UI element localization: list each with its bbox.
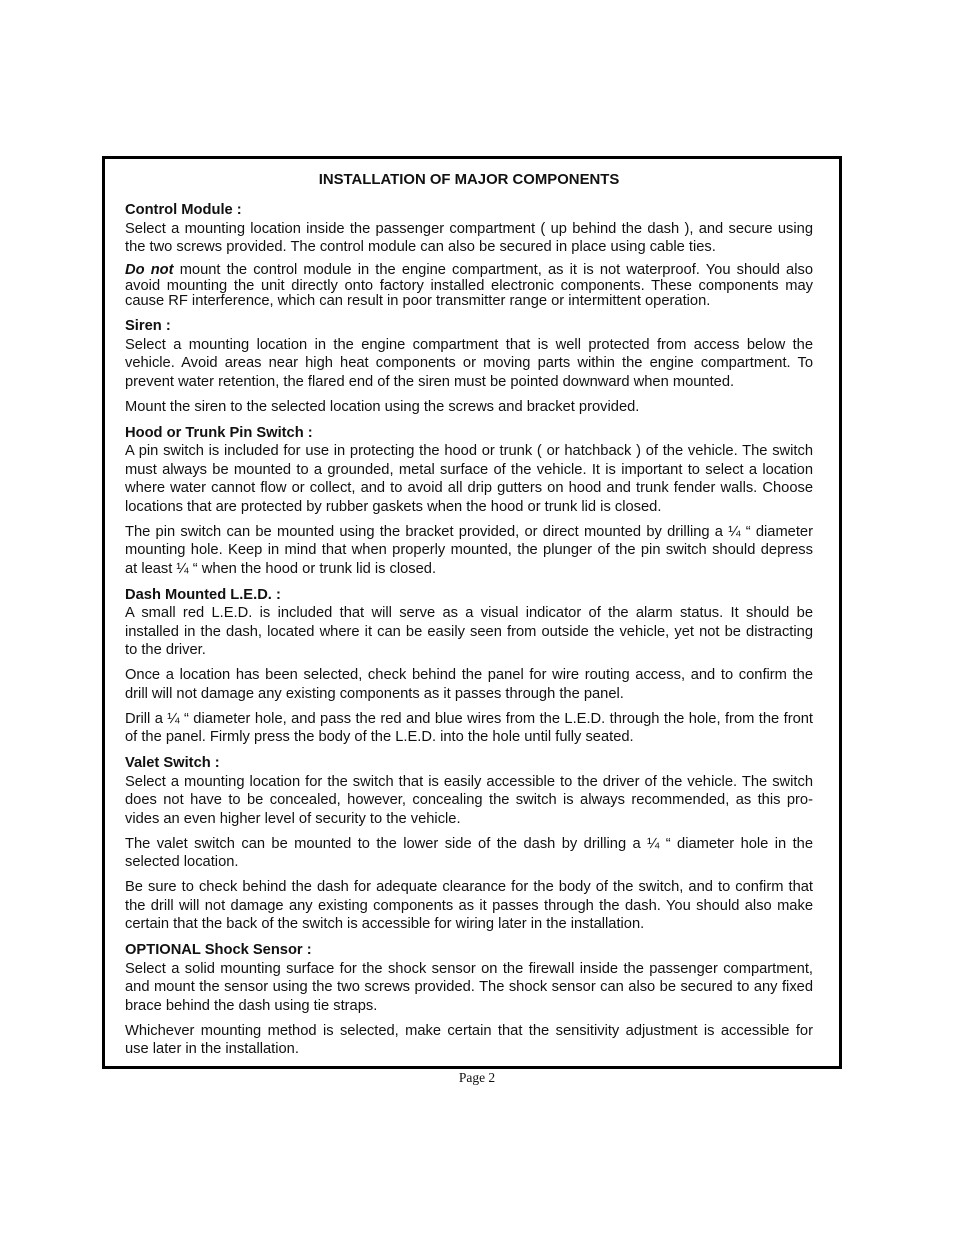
text-line: locations that are protected by rubber gaskets when the hood or trunk lid is closed.	[125, 498, 662, 515]
section-heading: Valet Switch :	[125, 755, 220, 771]
text-line: The valet switch can be mounted to the lower side of the dash by drilling a ¼ “ diameter hole in the	[125, 835, 813, 852]
content-frame	[102, 156, 842, 1069]
text-line: at least ¼ “ when the hood or trunk lid is closed.	[125, 560, 437, 577]
text-line: vides an even higher level of security to the vehicle.	[125, 810, 461, 827]
text-line: Whichever mounting method is selected, make certain that the sensitivity adjustment is accessible for	[125, 1022, 813, 1039]
paragraph	[125, 424, 813, 517]
text-line: mounting hole. Keep in mind that when properly mounted, the plunger of the pin switch should depress	[125, 542, 813, 558]
text-line: does not have to be concealed, however, concealing the switch is always recommended, as this pro-	[125, 792, 813, 808]
text-line: The pin switch can be mounted using the bracket provided, or direct mounted by drilling a ¼ “ diameter	[125, 523, 813, 540]
section-heading: Control Module :	[125, 202, 242, 218]
page-title: INSTALLATION OF MAJOR COMPONENTS	[318, 172, 620, 188]
text-line: to the driver.	[125, 642, 206, 658]
text-line: the drill will not damage any existing components as it passes through the dash. You should also make	[125, 897, 813, 914]
text-line: A small red L.E.D. is included that will serve as a visual indicator of the alarm status. It should be	[125, 605, 813, 621]
text-line: the two screws provided. The control module can also be secured in place using cable ties.	[125, 239, 716, 255]
section-heading: Dash Mounted L.E.D. :	[125, 586, 281, 603]
section-hood-or-trunk-pin-switch	[125, 424, 813, 579]
text-line: and mount the sensor using the two screws provided. The shock sensor can also be secured to any fixed	[125, 979, 813, 995]
paragraph	[125, 1022, 813, 1059]
text-line: cause RF interference, which can result in poor transmitter range or intermittent operation.	[125, 293, 711, 309]
paragraph	[125, 523, 813, 579]
emphasis-text: Do not	[125, 262, 174, 278]
section-heading: Hood or Trunk Pin Switch :	[125, 424, 313, 441]
text-line: drill will not damage any existing components as it passes through the panel.	[125, 685, 624, 702]
text-line: certain that the back of the switch is accessible for wiring later in the installation.	[125, 916, 645, 932]
section-heading: Siren :	[125, 318, 171, 334]
text-line: must always be mounted to a grounded, metal surface of the vehicle. It is important to select a location	[125, 461, 813, 478]
text-line	[125, 263, 813, 279]
paragraph	[125, 754, 813, 828]
text-line: prevent water retention, the flared end of the siren must be pointed downward when mounted.	[125, 373, 735, 390]
paragraph	[125, 586, 813, 660]
paragraph	[125, 201, 813, 257]
section-siren	[125, 317, 813, 416]
text-line-rest: mount the control module in the engine compartment, as it is not waterproof. You should also	[179, 262, 813, 278]
section-valet-switch	[125, 754, 813, 934]
text-line: Drill a ¼ “ diameter hole, and pass the red and blue wires from the L.E.D. through the hole, from the front	[125, 710, 813, 727]
section-control-module	[125, 201, 813, 310]
text-line: use later in the installation.	[125, 1041, 299, 1057]
text-line: Once a location has been selected, check behind the panel for wire routing access, and to confirm the	[125, 667, 813, 683]
warning-paragraph	[125, 263, 813, 310]
section-optional-shock-sensor	[125, 941, 813, 1059]
paragraph	[125, 666, 813, 703]
paragraph	[125, 398, 813, 417]
text-line: Select a solid mounting surface for the shock sensor on the firewall inside the passenger compartment,	[125, 960, 813, 977]
text-line: brace behind the dash using tie straps.	[125, 997, 378, 1014]
paragraph	[125, 878, 813, 934]
text-line: A pin switch is included for use in protecting the hood or trunk ( or hatchback ) of the vehicle. The switch	[125, 443, 813, 459]
text-line: of the panel. Firmly press the body of the L.E.D. into the hole until fully seated.	[125, 729, 634, 745]
text-line: installed in the dash, located where it can be easily seen from outside the vehicle, yet not be distracting	[125, 623, 813, 640]
text-line: Select a mounting location for the switch that is easily accessible to the driver of the vehicle. The switch	[125, 773, 813, 790]
text-line: avoid mounting the unit directly onto factory installed electronic components. These components may	[125, 277, 813, 294]
paragraph	[125, 317, 813, 391]
paragraph	[125, 835, 813, 872]
text-line: where water cannot flow or collect, and to avoid all drip gutters on hood and trunk fender walls. Choose	[125, 480, 813, 496]
section-heading: OPTIONAL Shock Sensor :	[125, 942, 312, 958]
text-line: Mount the siren to the selected location using the screws and bracket provided.	[125, 398, 640, 415]
paragraph	[125, 710, 813, 747]
paragraph	[125, 941, 813, 1015]
page-number: Page 2	[458, 1070, 496, 1085]
text-line: Be sure to check behind the dash for adequate clearance for the body of the switch, and to confirm that	[125, 879, 813, 895]
text-line: selected location.	[125, 854, 239, 870]
text-line: Select a mounting location inside the passenger compartment ( up behind the dash ), and secure using	[125, 220, 813, 237]
text-line: vehicle. Avoid areas near high heat components or moving parts within the engine compartment. To	[125, 355, 813, 371]
text-line: Select a mounting location in the engine compartment that is well protected from access below the	[125, 336, 813, 353]
section-dash-mounted-led	[125, 586, 813, 747]
